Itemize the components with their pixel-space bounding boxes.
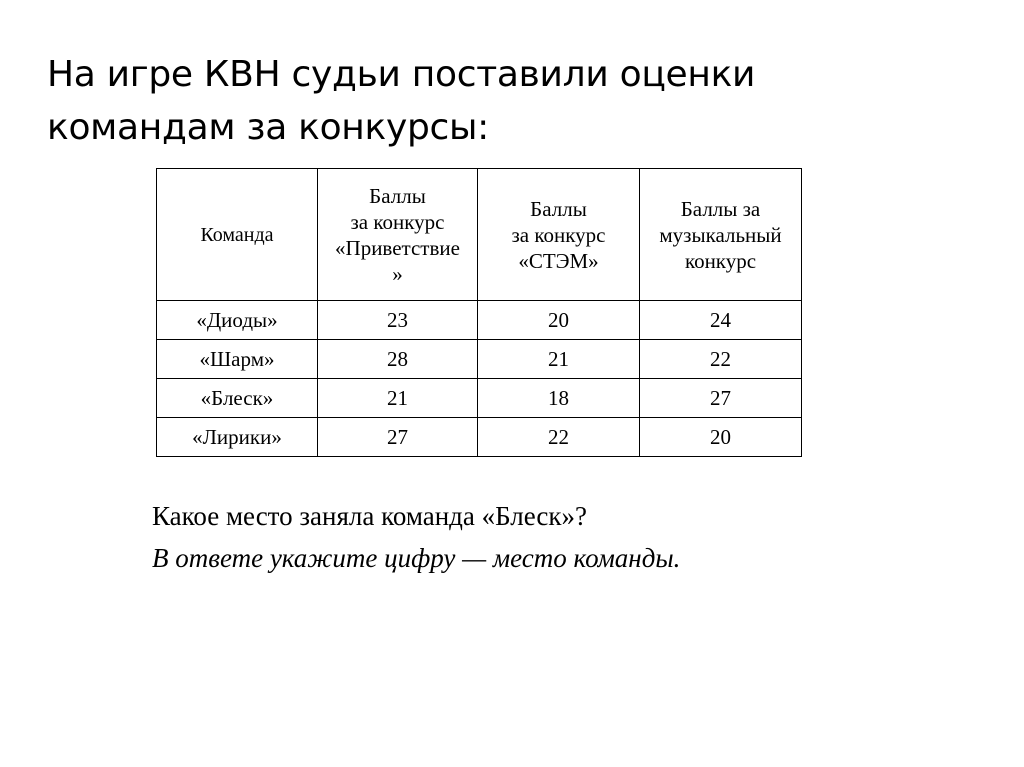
team-name-cell: «Лирики» <box>157 418 318 457</box>
slide-title-line-2: командам за конкурсы: <box>47 107 489 148</box>
header-line: конкурс <box>684 248 757 273</box>
header-line: «СТЭМ» <box>518 248 599 273</box>
header-line: за конкурс <box>350 209 445 234</box>
slide-title <box>47 48 947 154</box>
table-row <box>157 379 802 418</box>
header-team <box>157 169 318 301</box>
header-line: «Приветствие <box>335 235 460 260</box>
header-team-line: Команда <box>200 223 274 246</box>
score-cell: 28 <box>318 340 478 379</box>
header-line: музыкальный <box>659 222 782 247</box>
score-cell: 20 <box>478 301 640 340</box>
score-cell: 21 <box>318 379 478 418</box>
question-text: Какое место заняла команда «Блеск»? <box>152 501 587 531</box>
header-line: » <box>392 261 403 286</box>
header-stem-contest <box>478 169 640 301</box>
score-cell: 18 <box>478 379 640 418</box>
header-line: Баллы за <box>680 196 761 221</box>
table-row <box>157 301 802 340</box>
score-cell: 27 <box>640 379 802 418</box>
answer-instruction: В ответе укажите цифру — место команды. <box>152 543 681 573</box>
table-row <box>157 340 802 379</box>
score-cell: 24 <box>640 301 802 340</box>
header-line: Баллы <box>369 183 426 208</box>
table-header-row <box>157 169 802 301</box>
score-cell: 21 <box>478 340 640 379</box>
table-row <box>157 418 802 457</box>
score-cell: 22 <box>640 340 802 379</box>
header-greeting-contest <box>318 169 478 301</box>
score-cell: 23 <box>318 301 478 340</box>
score-cell: 20 <box>640 418 802 457</box>
score-cell: 22 <box>478 418 640 457</box>
scores-table <box>156 168 802 457</box>
score-cell: 27 <box>318 418 478 457</box>
slide-title-line-1: На игре КВН судьи поставили оценки <box>47 54 756 95</box>
team-name-cell: «Шарм» <box>157 340 318 379</box>
header-line: за конкурс <box>511 222 606 247</box>
header-line: Баллы <box>530 196 587 221</box>
team-name-cell: «Блеск» <box>157 379 318 418</box>
header-music-contest <box>640 169 802 301</box>
team-name-cell: «Диоды» <box>157 301 318 340</box>
